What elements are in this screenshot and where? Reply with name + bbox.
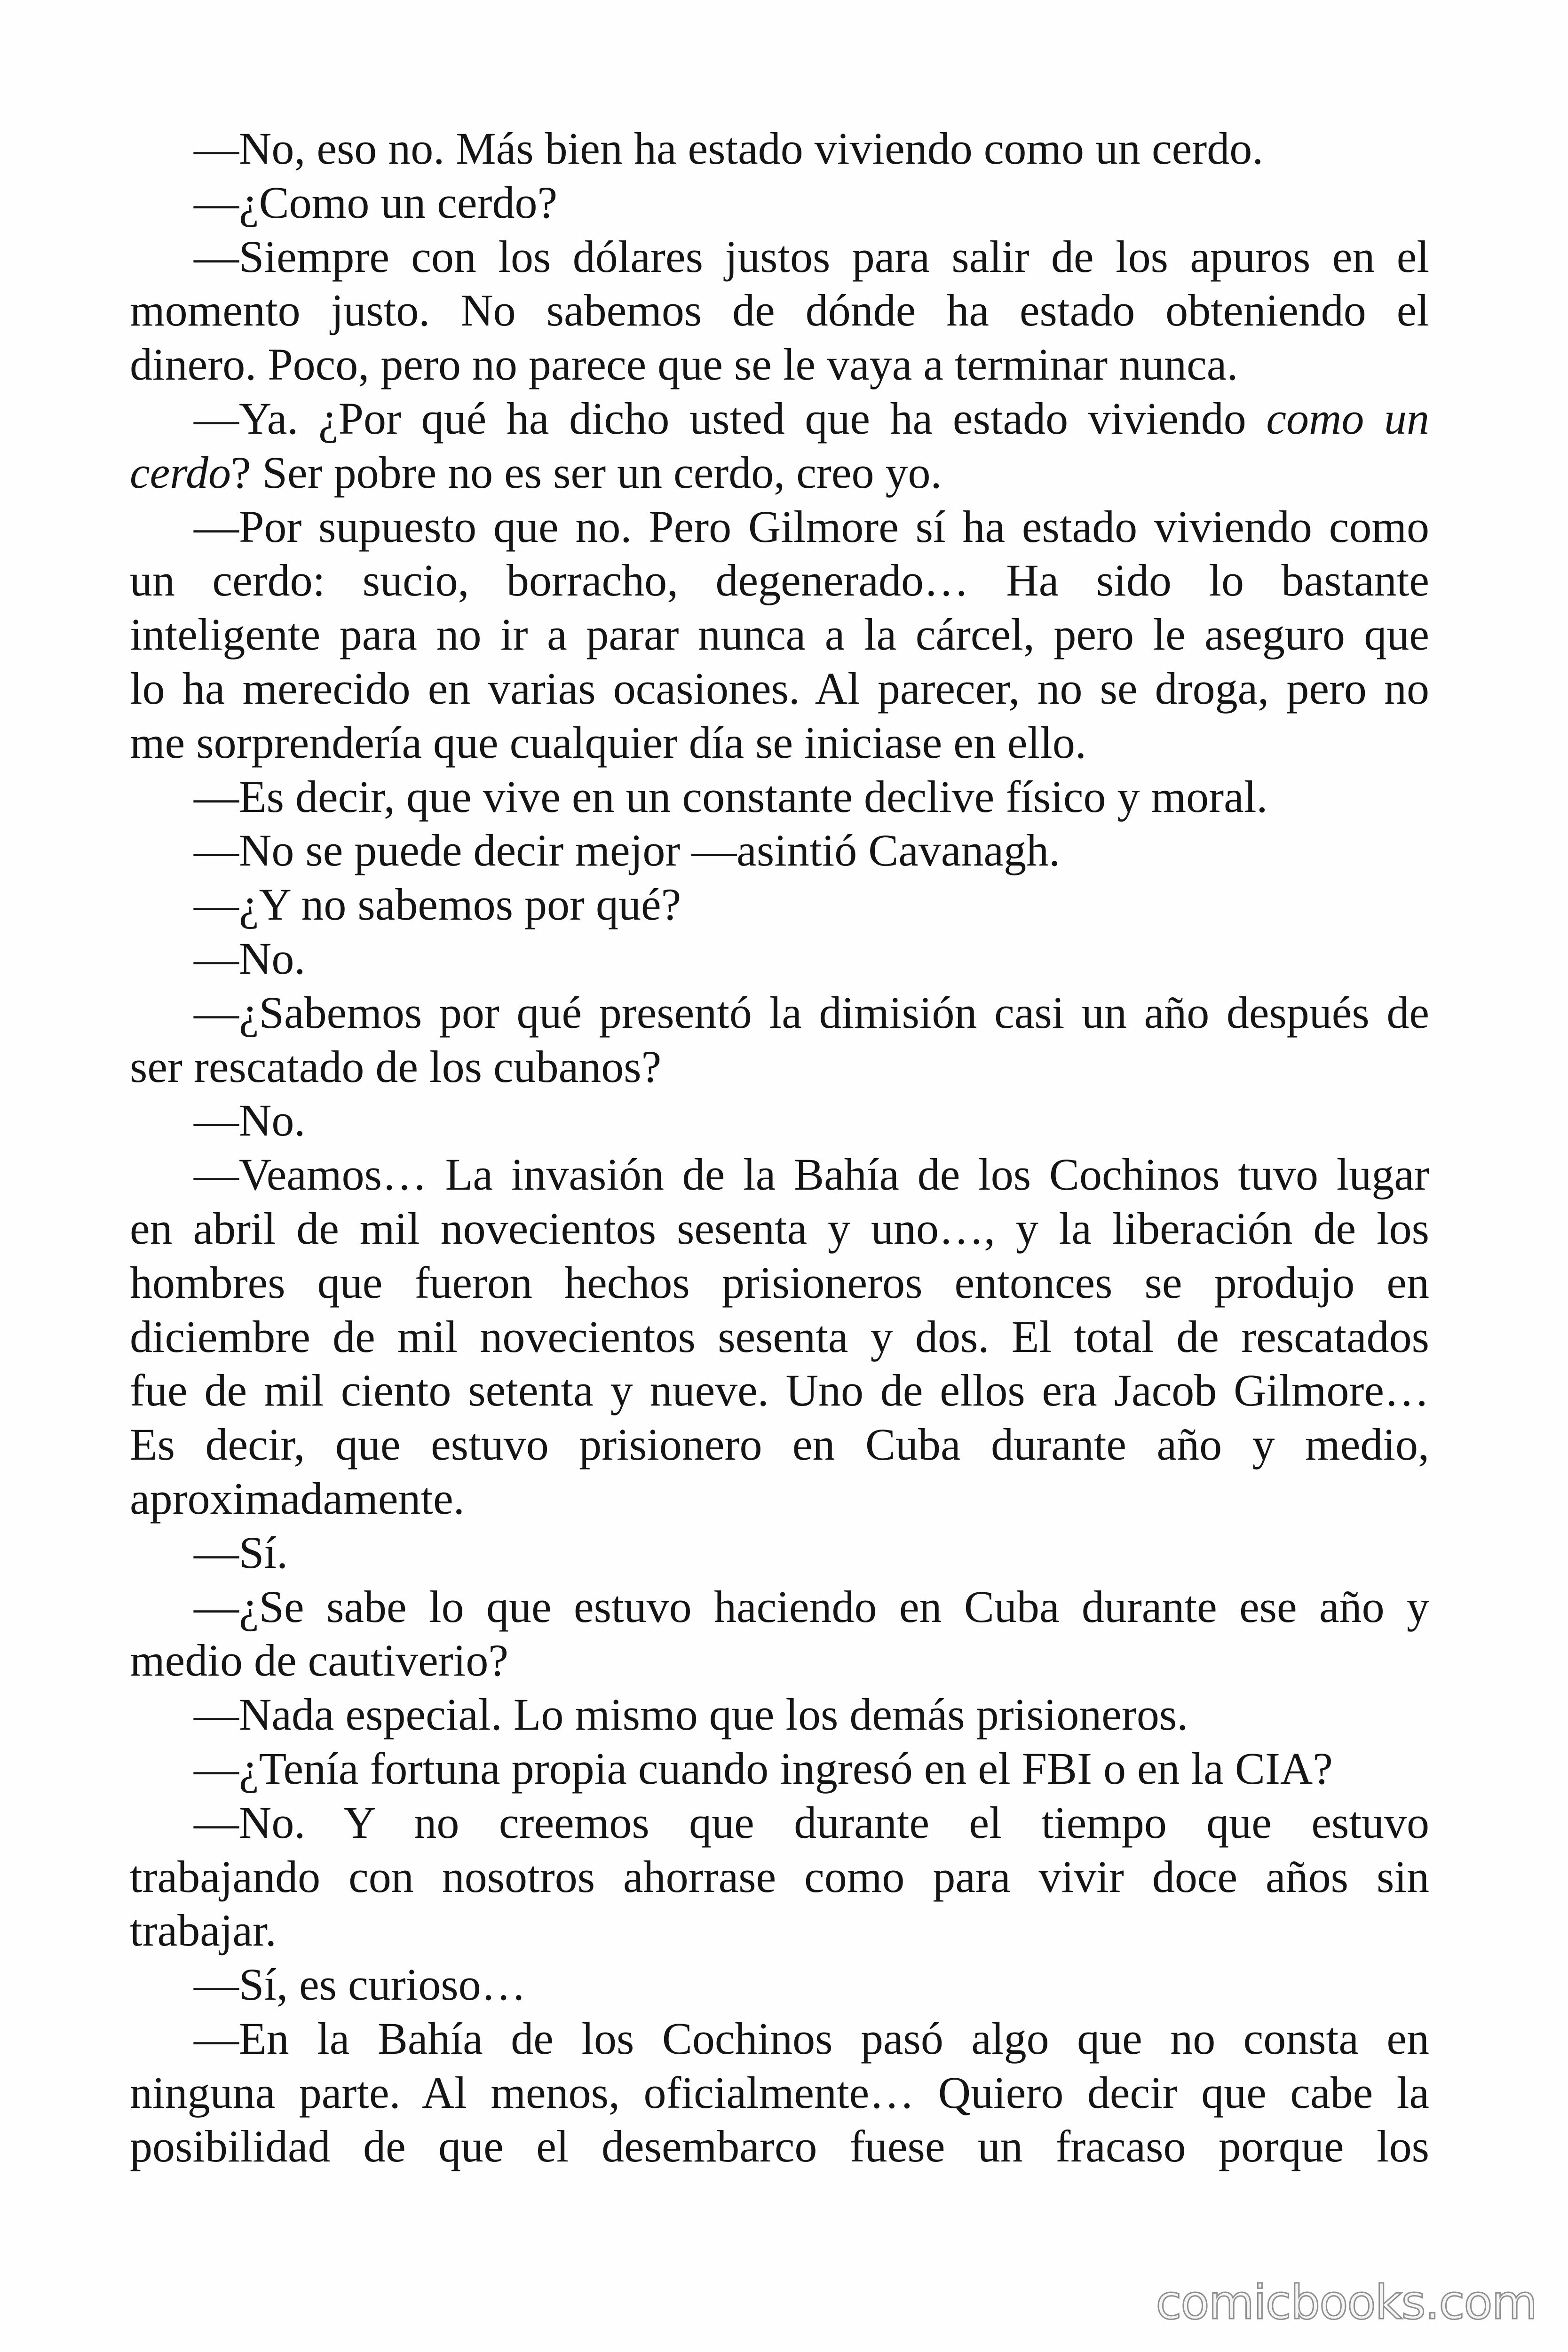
text-line: momento justo. No sabemos de dónde ha estado obteniendo el	[130, 285, 1429, 336]
italic-text: cerdo	[130, 447, 231, 498]
text-line: —No.	[194, 933, 306, 984]
text-line	[130, 392, 1429, 446]
text-line: inteligente para no ir a parar nunca a la cárcel, pero le aseguro que	[130, 609, 1429, 660]
text-line: aproximadamente.	[130, 1473, 465, 1524]
site-watermark: comicbooks.com	[1156, 2275, 1536, 2330]
paragraph	[130, 1688, 1429, 1742]
text-line: diciembre de mil novecientos sesenta y dos. El total de rescatados	[130, 1311, 1429, 1362]
text-line: —Es decir, que vive en un constante declive físico y moral.	[194, 771, 1268, 822]
text-line: hombres que fueron hechos prisioneros entonces se produjo en	[130, 1257, 1429, 1308]
paragraph	[130, 1148, 1429, 1526]
text-line: —Siempre con los dólares justos para salir de los apuros en el	[194, 231, 1429, 282]
text-line: —¿Y no sabemos por qué?	[194, 879, 681, 930]
paragraph	[130, 1526, 1429, 1580]
text-line: —No, eso no. Más bien ha estado viviendo como un cerdo.	[194, 123, 1264, 174]
paragraph	[130, 122, 1429, 176]
text-line: lo ha merecido en varias ocasiones. Al parecer, no se droga, pero no	[130, 663, 1429, 714]
text-line: —Veamos… La invasión de la Bahía de los Cochinos tuvo lugar	[194, 1149, 1429, 1200]
text-line: dinero. Poco, pero no parece que se le vaya a terminar nunca.	[130, 339, 1238, 390]
paragraph	[130, 1094, 1429, 1148]
italic-text: como un	[1266, 393, 1430, 444]
paragraph	[130, 230, 1429, 392]
text-line: posibilidad de que el desembarco fuese un fracaso porque los	[130, 2121, 1429, 2172]
text-line: medio de cautiverio?	[130, 1635, 508, 1686]
text-line	[130, 446, 1429, 500]
paragraph	[130, 2012, 1429, 2174]
paragraph	[130, 824, 1429, 878]
text-segment: ? Ser pobre no es ser un cerdo, creo yo.	[231, 447, 942, 498]
text-line: en abril de mil novecientos sesenta y uno…, y la liberación de los	[130, 1203, 1429, 1254]
text-line: trabajar.	[130, 1905, 277, 1956]
text-line: —¿Sabemos por qué presentó la dimisión casi un año después de	[194, 987, 1429, 1038]
paragraph	[130, 1742, 1429, 1796]
page-text-body	[130, 122, 1429, 2174]
text-line: —En la Bahía de los Cochinos pasó algo que no consta en	[194, 2013, 1429, 2064]
text-line: ninguna parte. Al menos, oficialmente… Quiero decir que cabe la	[130, 2067, 1429, 2118]
paragraph	[130, 1796, 1429, 1958]
text-line: ser rescatado de los cubanos?	[130, 1041, 662, 1092]
paragraph	[130, 986, 1429, 1094]
paragraph	[130, 176, 1429, 230]
text-line: —¿Como un cerdo?	[194, 177, 558, 228]
text-line: Es decir, que estuvo prisionero en Cuba durante año y medio,	[130, 1419, 1429, 1470]
text-line: —No. Y no creemos que durante el tiempo que estuvo	[194, 1797, 1429, 1848]
paragraph	[130, 932, 1429, 986]
text-line: —Nada especial. Lo mismo que los demás prisioneros.	[194, 1689, 1188, 1740]
text-line: me sorprendería que cualquier día se iniciase en ello.	[130, 717, 1086, 768]
text-segment: —Ya. ¿Por qué ha dicho usted que ha estado viviendo	[194, 393, 1267, 444]
text-line: —Sí, es curioso…	[194, 1959, 526, 2010]
text-line: —¿Se sabe lo que estuvo haciendo en Cuba durante ese año y	[194, 1581, 1429, 1632]
paragraph	[130, 770, 1429, 824]
text-line: fue de mil ciento setenta y nueve. Uno de ellos era Jacob Gilmore…	[130, 1365, 1429, 1416]
paragraph	[130, 392, 1429, 500]
text-line: —Sí.	[194, 1527, 288, 1578]
text-line: —¿Tenía fortuna propia cuando ingresó en el FBI o en la CIA?	[194, 1743, 1333, 1794]
paragraph	[130, 878, 1429, 932]
text-line: trabajando con nosotros ahorrase como para vivir doce años sin	[130, 1851, 1429, 1902]
text-line: —Por supuesto que no. Pero Gilmore sí ha estado viviendo como	[194, 501, 1429, 552]
paragraph	[130, 1958, 1429, 2012]
paragraph	[130, 1580, 1429, 1688]
text-line: —No se puede decir mejor —asintió Cavanagh.	[194, 825, 1061, 876]
paragraph	[130, 500, 1429, 770]
text-line: —No.	[194, 1095, 306, 1146]
text-line: un cerdo: sucio, borracho, degenerado… Ha sido lo bastante	[130, 555, 1429, 606]
